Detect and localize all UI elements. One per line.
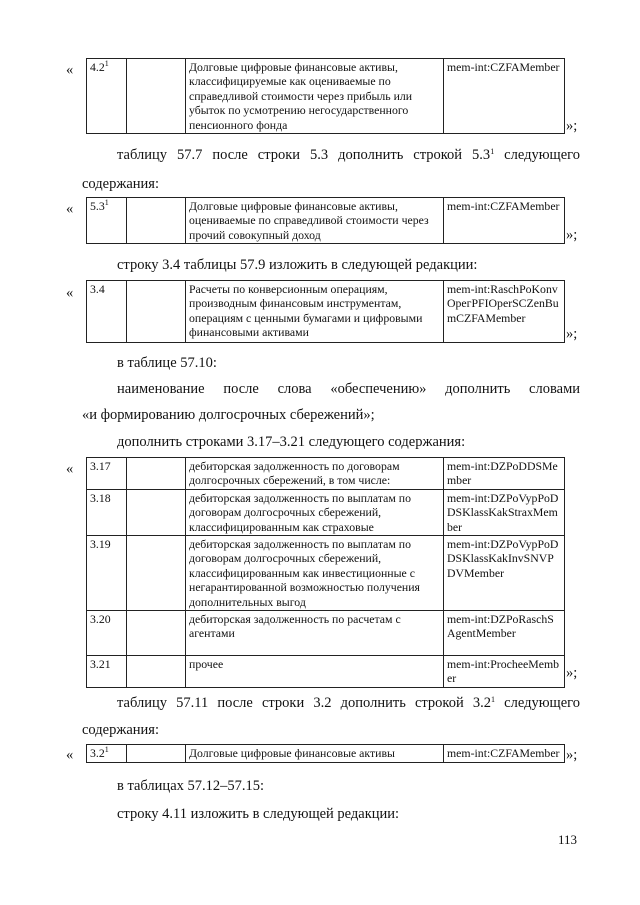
row-description: прочее	[186, 656, 444, 688]
page-number: 113	[558, 832, 578, 847]
table-row	[87, 489, 565, 535]
close-quote: »;	[566, 118, 578, 134]
table-row-3-2	[86, 744, 565, 763]
empty-cell	[127, 536, 186, 611]
table-rows-3-17-3-21	[86, 457, 565, 688]
row-description: Долговые цифровые финансовые активы	[186, 745, 444, 763]
paragraph-add-rows: дополнить строками 3.17–3.21 следующего содержания:	[117, 434, 466, 450]
row-description: Долговые цифровые финансовые активы, оцениваемые по справедливой стоимости через прочий совокупный доход	[186, 198, 444, 244]
row-description: дебиторская задолженность по расчетам с агентами	[186, 611, 444, 656]
paragraph-name-addition: наименование после слова «обеспечению» дополнить словами	[117, 381, 580, 397]
close-quote: »;	[566, 326, 578, 342]
table-row	[87, 611, 565, 656]
table-row-4-2	[86, 58, 565, 134]
row-description: дебиторская задолженность по выплатам по договорам долгосрочных сбережений, классифицированным как инвестиционные с негарантированной возможностью получения дополнительных выгод	[186, 536, 444, 611]
empty-cell	[127, 281, 186, 343]
open-quote: «	[66, 62, 74, 78]
row-code: 3.4	[87, 281, 127, 343]
row-member: mem-int:DZPoVypPoDDSKlassKakStraxMember	[444, 489, 565, 535]
open-quote: «	[66, 461, 74, 477]
row-code: $5.3^1$	[87, 198, 127, 244]
row-code: $3.2^1$	[87, 745, 127, 763]
paragraph-table-57-10: в таблице 57.10:	[117, 355, 217, 371]
paragraph-table-57-7: таблицу 57.7 после строки 5.3 дополнить строкой $5.3^1$ следующего	[117, 147, 580, 163]
table-row-3-4	[86, 280, 565, 343]
row-member: mem-int:CZFAMember	[444, 198, 565, 244]
table-row-5-3	[86, 197, 565, 244]
row-description: Долговые цифровые финансовые активы, классифицируемые как оцениваемые по справедливой стоимости через прибыль или убыток по усмотрению негосударственного пенсионного фонда	[186, 59, 444, 134]
row-code: 3.19	[87, 536, 127, 611]
paragraph-content-label: содержания:	[82, 722, 160, 738]
row-description: дебиторская задолженность по выплатам по договорам долгосрочных сбережений, классифицированным как страховые	[186, 489, 444, 535]
row-member: mem-int:DZPoDDSMember	[444, 458, 565, 490]
table-row	[87, 656, 565, 688]
empty-cell	[127, 489, 186, 535]
table-row	[87, 458, 565, 490]
table-row	[87, 536, 565, 611]
open-quote: «	[66, 747, 74, 763]
row-member: mem-int:CZFAMember	[444, 745, 565, 763]
empty-cell	[127, 458, 186, 490]
row-code: 3.18	[87, 489, 127, 535]
row-description: дебиторская задолженность по договорам долгосрочных сбережений, в том числе:	[186, 458, 444, 490]
row-code: 3.20	[87, 611, 127, 656]
empty-cell	[127, 745, 186, 763]
paragraph-row-4-11: строку 4.11 изложить в следующей редакции:	[117, 806, 400, 822]
row-code: 3.21	[87, 656, 127, 688]
close-quote: »;	[566, 747, 578, 763]
close-quote: »;	[566, 227, 578, 243]
open-quote: «	[66, 285, 74, 301]
empty-cell	[127, 611, 186, 656]
row-member: mem-int:DZPoRaschSAgentMember	[444, 611, 565, 656]
close-quote: »;	[566, 665, 578, 681]
paragraph-content-label: содержания:	[82, 176, 160, 192]
row-member: mem-int:CZFAMember	[444, 59, 565, 134]
row-code: $4.2^1$	[87, 59, 127, 134]
paragraph-row-3-4: строку 3.4 таблицы 57.9 изложить в следующей редакции:	[117, 257, 478, 273]
paragraph-name-addition-cont: «и формированию долгосрочных сбережений»;	[82, 407, 375, 423]
empty-cell	[127, 59, 186, 134]
row-description: Расчеты по конверсионным операциям, производным финансовым инструментам, операциям с ценными бумагами и цифровыми финансовыми активами	[186, 281, 444, 343]
row-member: mem-int:ProcheeMember	[444, 656, 565, 688]
row-member: mem-int:RaschPoKonvOpeгPFIOperSCZenBumCZFAMember	[444, 281, 565, 343]
empty-cell	[127, 656, 186, 688]
row-code: 3.17	[87, 458, 127, 490]
paragraph-table-57-11: таблицу 57.11 после строки 3.2 дополнить строкой $3.2^1$ следующего	[117, 695, 580, 711]
open-quote: «	[66, 201, 74, 217]
paragraph-tables-57-12-57-15: в таблицах 57.12–57.15:	[117, 778, 265, 794]
empty-cell	[127, 198, 186, 244]
row-member: mem-int:DZPoVypPoDDSKlassKakInvSNVPDVMember	[444, 536, 565, 611]
